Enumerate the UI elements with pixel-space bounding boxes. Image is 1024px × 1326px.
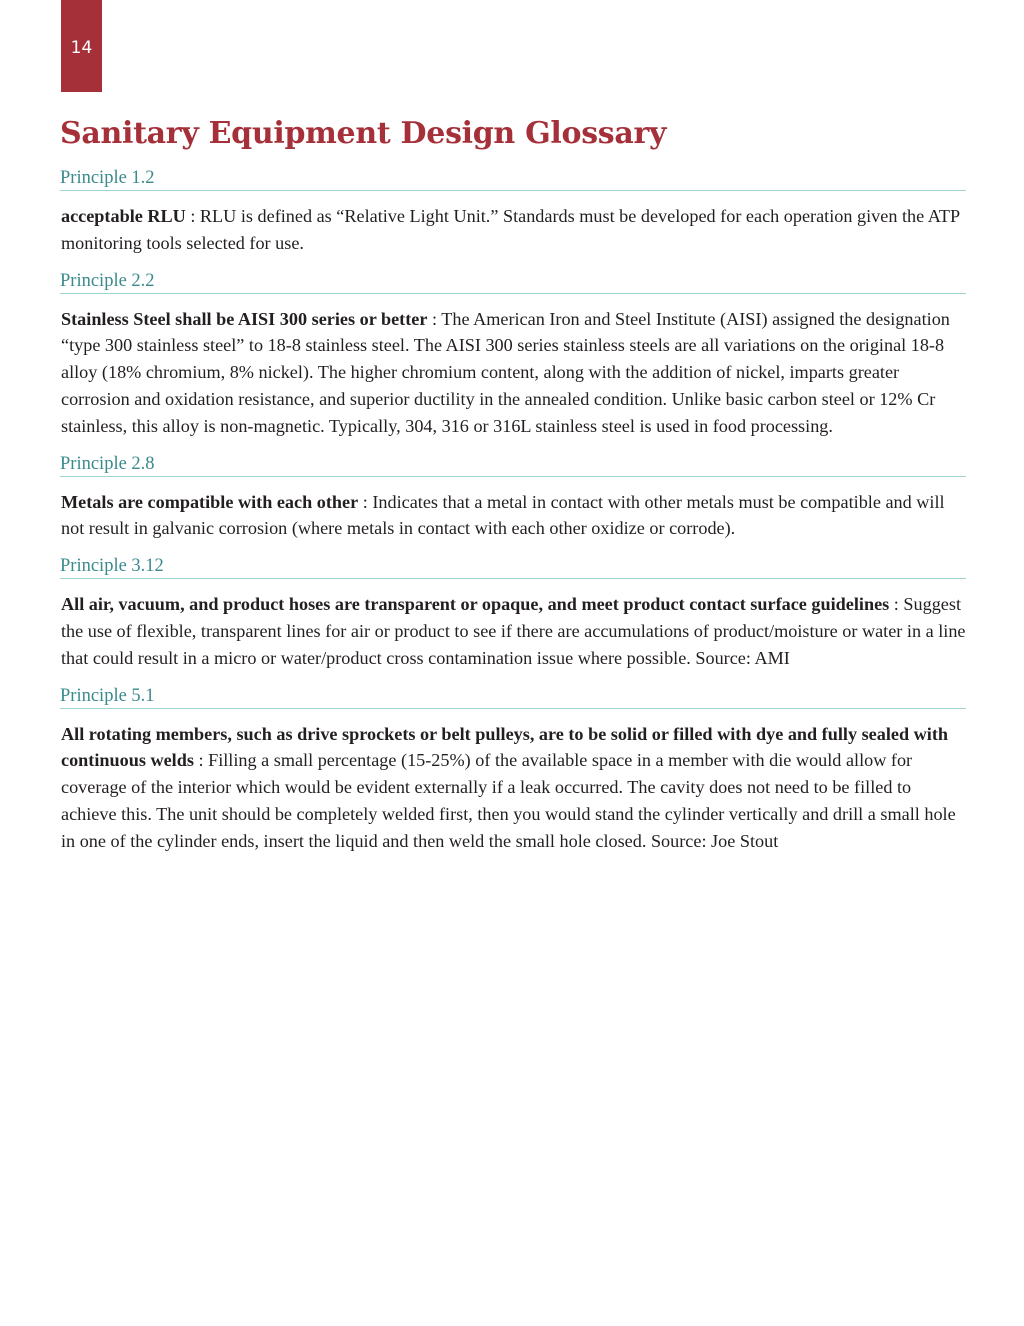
glossary-entries [61,167,966,855]
term-separator: : [185,206,200,226]
term-separator: : [358,491,373,512]
page-title: Sanitary Equipment Design Glossary [60,116,667,151]
glossary-entry [61,685,966,855]
term-separator: : [193,750,209,771]
glossary-term: acceptable RLU [61,206,186,226]
glossary-entry [61,555,966,671]
term-separator: : [427,308,442,329]
glossary-term: All rotating members, such as drive sprockets or belt pulleys, are to be solid or filled with dye and fully sealed with continuous welds [61,723,948,771]
glossary-entry [61,453,966,543]
principle-heading: Principle 3.12 [60,555,966,579]
principle-heading: Principle 2.8 [60,453,966,477]
definition-text: RLU is defined as “Relative Light Unit.” Standards must be developed for each operation given the ATP monitoring tools selected for use. [61,206,960,253]
principle-heading: Principle 5.1 [60,685,966,709]
definition-text: Suggest the use of flexible, transparent lines for air or product to see if there are accumulations of product/moisture or water in a line that could result in a micro or water/product cross contamination issue where possible. Source: AMI [61,594,966,668]
glossary-entry [61,270,966,440]
glossary-definition [61,203,966,257]
principle-heading: Principle 2.2 [60,270,966,294]
glossary-term: All air, vacuum, and product hoses are transparent or opaque, and meet product contact surface guidelines [61,594,890,615]
glossary-entry [61,167,966,257]
glossary-term: Stainless Steel shall be AISI 300 series or better [61,308,428,329]
glossary-term: Metals are compatible with each other [61,491,359,512]
glossary-definition [61,721,966,855]
principle-heading: Principle 1.2 [60,167,966,191]
glossary-definition [61,489,966,543]
page-number-tab [61,0,102,92]
definition-text: Indicates that a metal in contact with other metals must be compatible and will not result in galvanic corrosion (where metals in contact with each other oxidize or corrode). [61,491,945,539]
term-separator: : [889,594,904,615]
glossary-definition [61,306,966,440]
definition-text: Filling a small percentage (15-25%) of the available space in a member with die would allow for coverage of the interior which would be evident externally if a leak occurred. The cavity does not need to be filled to achieve this. The unit should be completely welded first, then you would stand the cylinder vertically and drill a small hole in one of the cylinder ends, insert the liquid and then weld the small hole closed. Source: Joe Stout [61,750,956,851]
page-number: 14 [70,38,93,58]
glossary-definition [61,591,966,671]
definition-text: The American Iron and Steel Institute (AISI) assigned the designation “type 300 stainless steel” to 18-8 stainless steel. The AISI 300 series stainless steels are all variations on the original 18-8 alloy (18% chromium, 8% nickel). The higher chromium content, along with the addition of nickel, imparts greater corrosion and oxidation resistance, and superior ductility in the annealed condition. Unlike basic carbon steel or 12% Cr stainless, this alloy is non-magnetic. Typically, 304, 316 or 316L stainless steel is used in food processing. [61,308,950,436]
